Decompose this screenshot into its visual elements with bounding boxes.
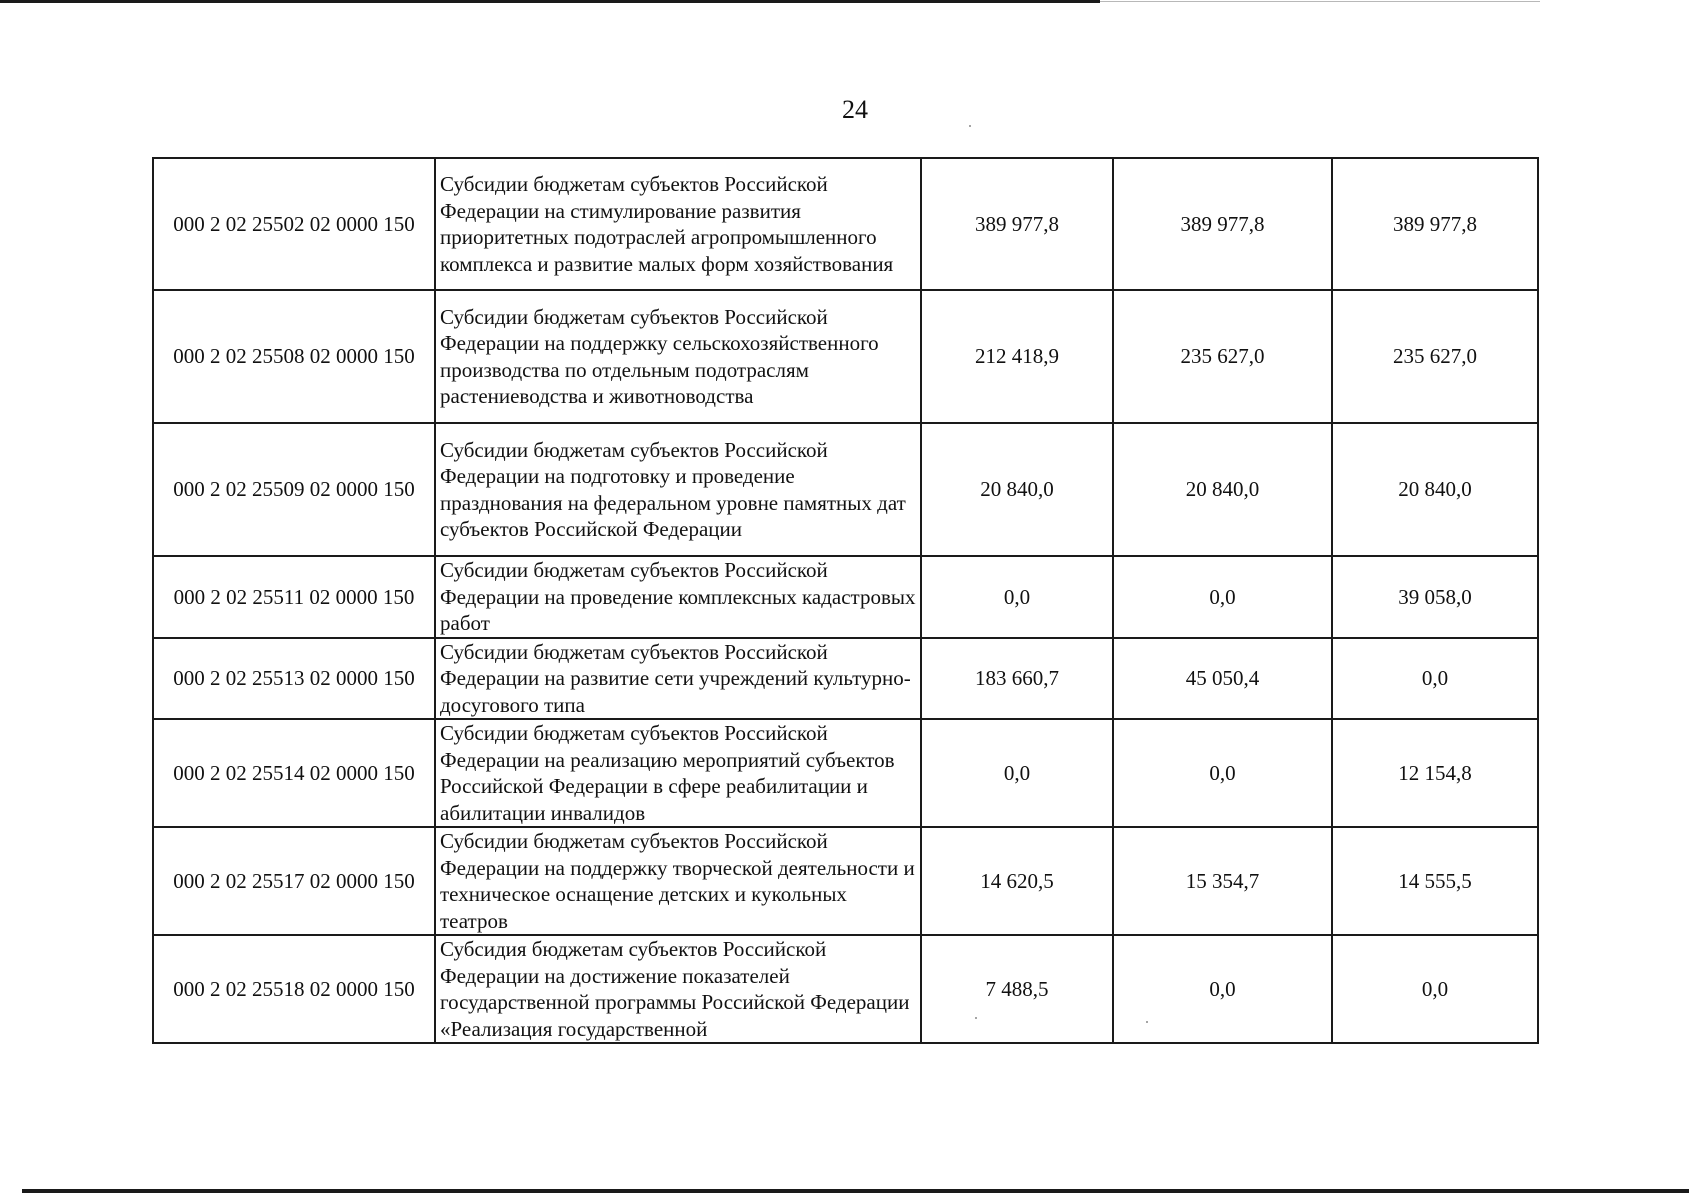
amount-year-3: 0,0	[1332, 935, 1538, 1043]
budget-code: 000 2 02 25518 02 0000 150	[153, 935, 435, 1043]
amount-year-1: 212 418,9	[921, 290, 1113, 423]
budget-code: 000 2 02 25517 02 0000 150	[153, 827, 435, 935]
top-page-border	[0, 0, 1100, 3]
table-row	[153, 935, 1538, 1043]
amount-year-2: 15 354,7	[1113, 827, 1332, 935]
subsidy-name: Субсидии бюджетам субъектов Российской Федерации на подготовку и проведение празднования на федеральном уровне памятных дат субъектов Российской Федерации	[435, 423, 921, 556]
amount-year-1: 14 620,5	[921, 827, 1113, 935]
table-row	[153, 719, 1538, 827]
subsidy-name: Субсидии бюджетам субъектов Российской Федерации на поддержку сельскохозяйственного производства по отдельным подотраслям растениеводства и животноводства	[435, 290, 921, 423]
amount-year-2: 0,0	[1113, 556, 1332, 638]
amount-year-2: 235 627,0	[1113, 290, 1332, 423]
amount-year-3: 12 154,8	[1332, 719, 1538, 827]
table-row	[153, 290, 1538, 423]
budget-code: 000 2 02 25513 02 0000 150	[153, 638, 435, 720]
budget-code: 000 2 02 25514 02 0000 150	[153, 719, 435, 827]
amount-year-2: 20 840,0	[1113, 423, 1332, 556]
subsidy-name: Субсидии бюджетам субъектов Российской Федерации на развитие сети учреждений культурно-досугового типа	[435, 638, 921, 720]
table-row	[153, 423, 1538, 556]
subsidy-name: Субсидии бюджетам субъектов Российской Федерации на поддержку творческой деятельности и техническое оснащение детских и кукольных театров	[435, 827, 921, 935]
amount-year-2: 389 977,8	[1113, 158, 1332, 290]
amount-year-1: 0,0	[921, 556, 1113, 638]
subsidy-name: Субсидии бюджетам субъектов Российской Федерации на проведение комплексных кадастровых работ	[435, 556, 921, 638]
bottom-page-border	[22, 1189, 1689, 1193]
table-row	[153, 827, 1538, 935]
amount-year-1: 183 660,7	[921, 638, 1113, 720]
subsidy-name: Субсидии бюджетам субъектов Российской Федерации на реализацию мероприятий субъектов Российской Федерации в сфере реабилитации и абилитации инвалидов	[435, 719, 921, 827]
top-page-border-faint	[1100, 1, 1540, 2]
budget-table	[152, 157, 1539, 1044]
amount-year-3: 235 627,0	[1332, 290, 1538, 423]
subsidy-name: Субсидия бюджетам субъектов Российской Федерации на достижение показателей государственной программы Российской Федерации «Реализация государственной	[435, 935, 921, 1043]
budget-code: 000 2 02 25511 02 0000 150	[153, 556, 435, 638]
budget-code: 000 2 02 25508 02 0000 150	[153, 290, 435, 423]
amount-year-1: 0,0	[921, 719, 1113, 827]
budget-code: 000 2 02 25502 02 0000 150	[153, 158, 435, 290]
amount-year-1: 20 840,0	[921, 423, 1113, 556]
amount-year-2: 0,0	[1113, 935, 1332, 1043]
amount-year-3: 20 840,0	[1332, 423, 1538, 556]
amount-year-3: 39 058,0	[1332, 556, 1538, 638]
amount-year-2: 0,0	[1113, 719, 1332, 827]
subsidy-name: Субсидии бюджетам субъектов Российской Федерации на стимулирование развития приоритетных подотраслей агропромышленного комплекса и развитие малых форм хозяйствования	[435, 158, 921, 290]
amount-year-3: 0,0	[1332, 638, 1538, 720]
table-row	[153, 638, 1538, 720]
budget-code: 000 2 02 25509 02 0000 150	[153, 423, 435, 556]
amount-year-3: 14 555,5	[1332, 827, 1538, 935]
amount-year-1: 389 977,8	[921, 158, 1113, 290]
scan-speck	[969, 125, 971, 127]
page-number: 24	[842, 95, 868, 124]
amount-year-3: 389 977,8	[1332, 158, 1538, 290]
table-row	[153, 556, 1538, 638]
amount-year-2: 45 050,4	[1113, 638, 1332, 720]
amount-year-1: 7 488,5	[921, 935, 1113, 1043]
table-row	[153, 158, 1538, 290]
